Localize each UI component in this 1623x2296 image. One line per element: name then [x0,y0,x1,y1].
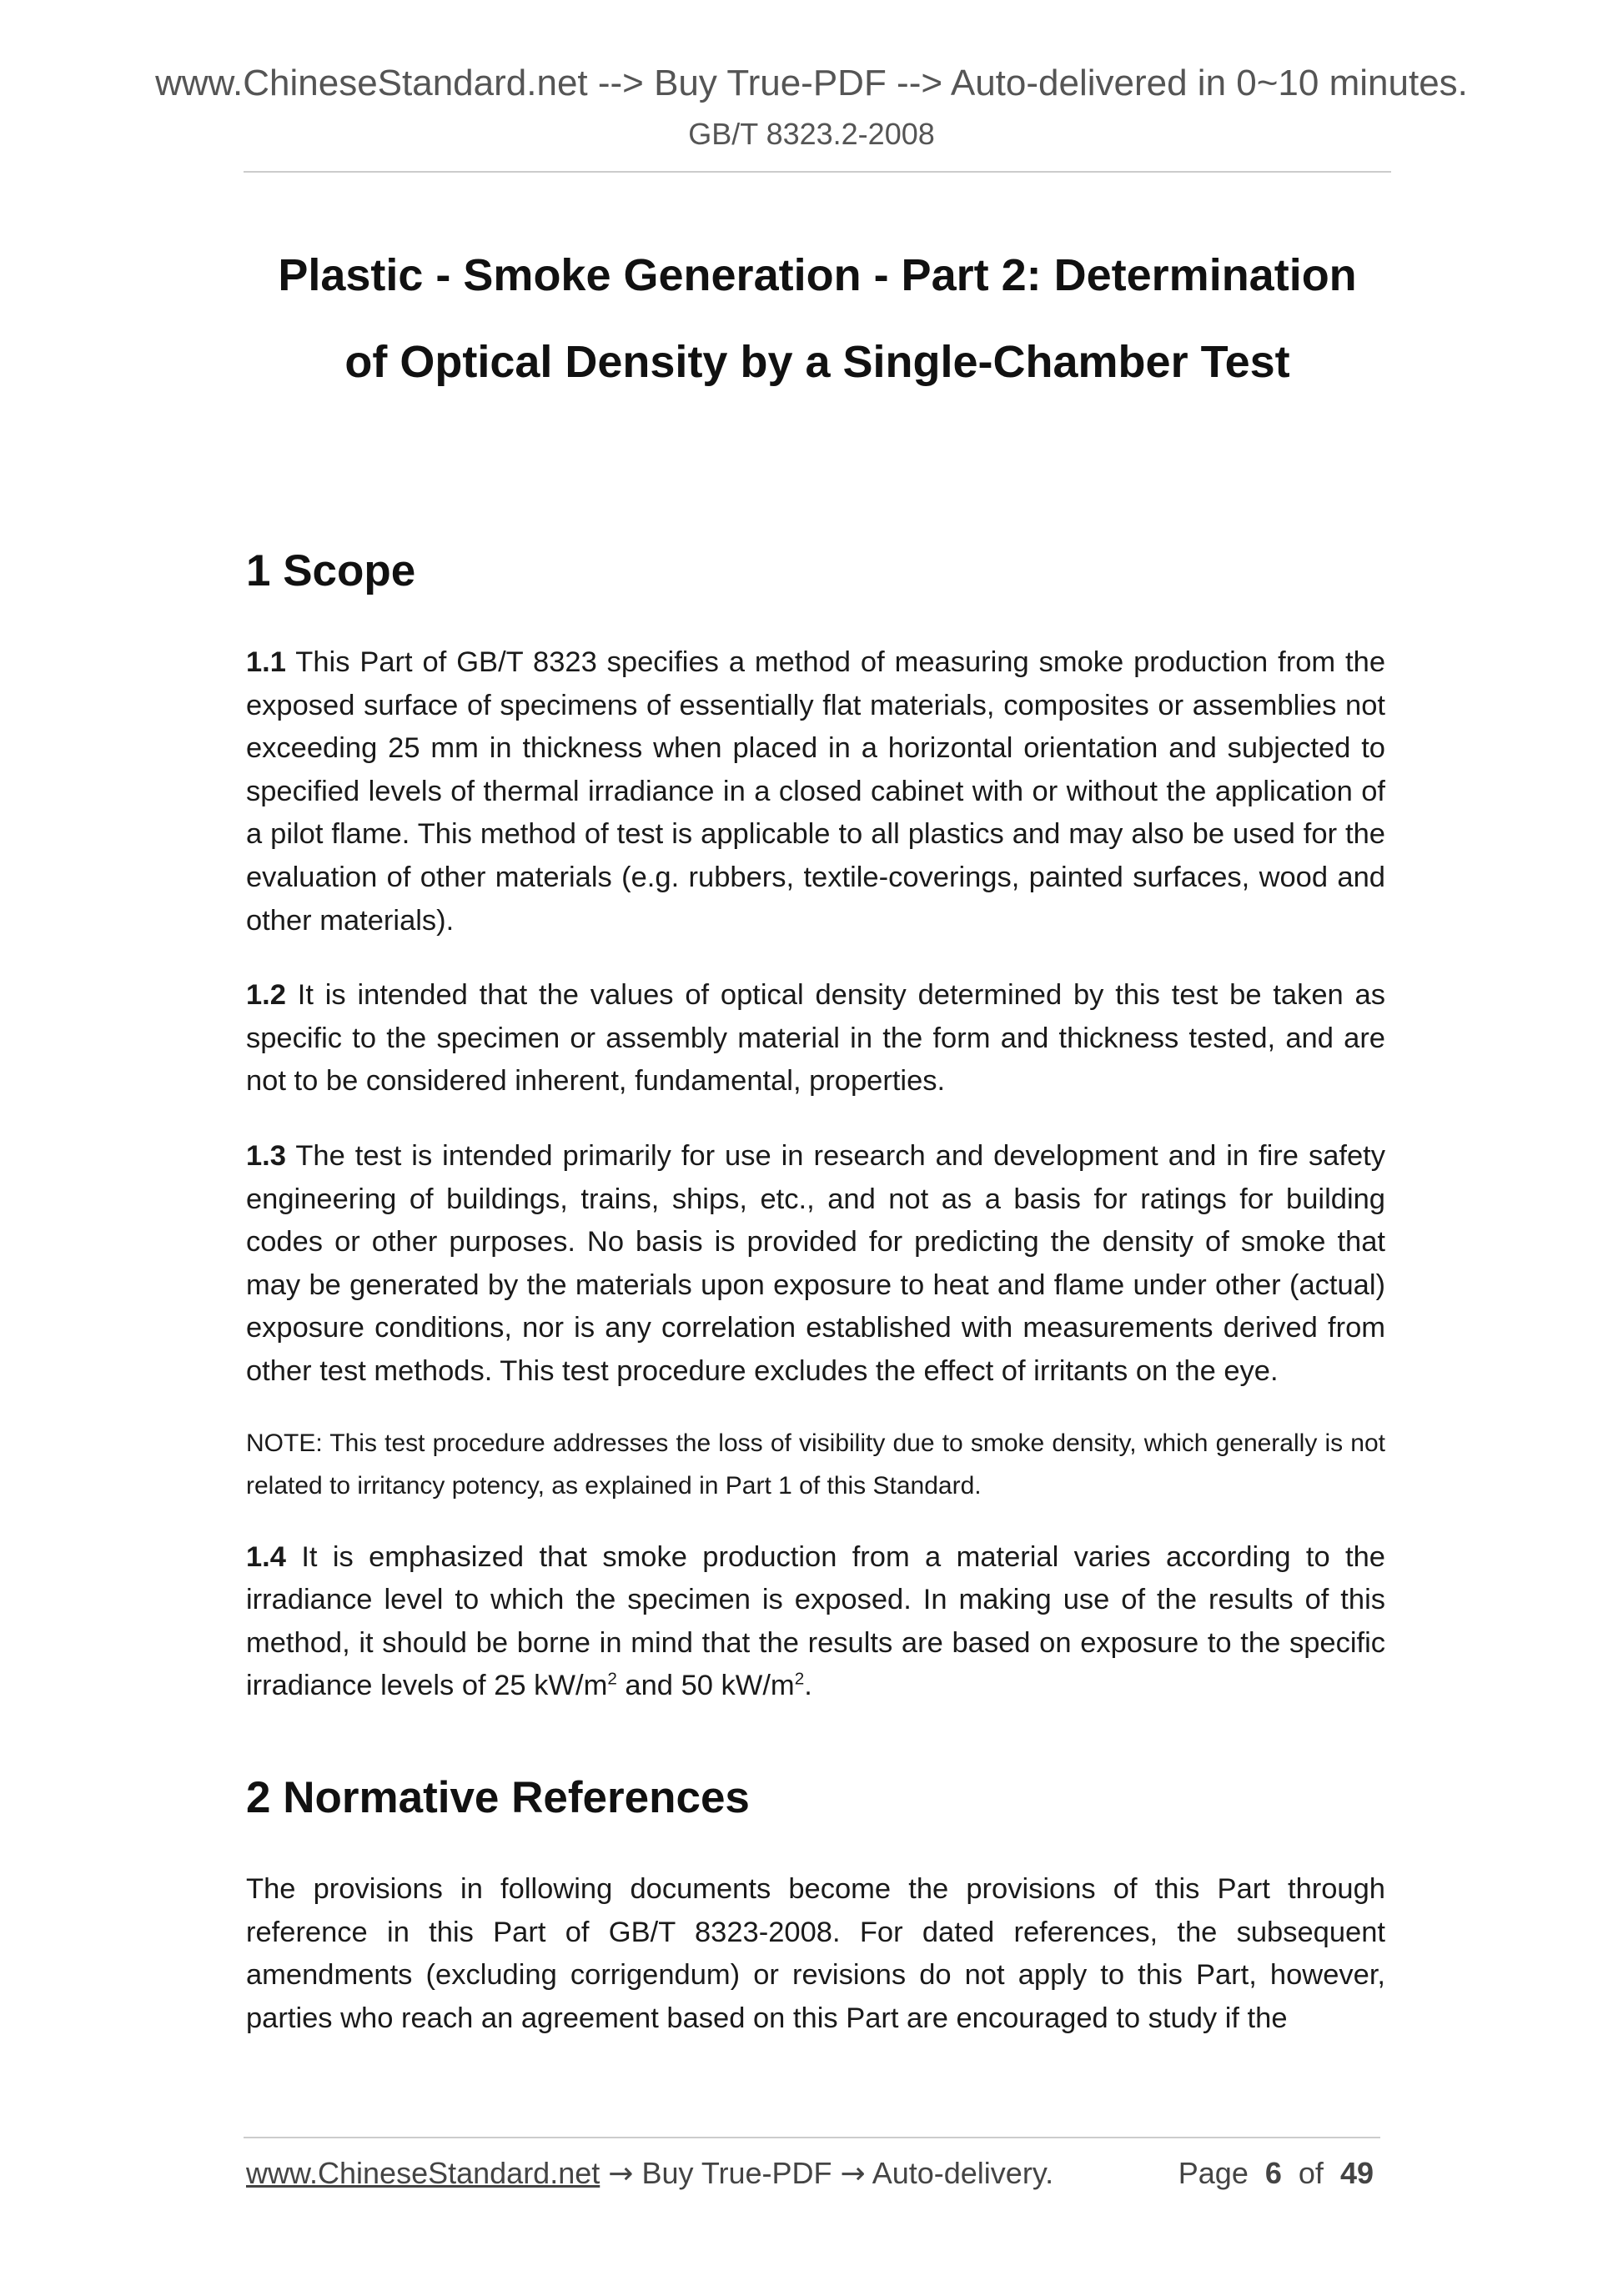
footer-arrow-icon-2: → [840,2157,866,2191]
clause-1-2-number: 1.2 [246,979,286,1012]
current-page-number: 6 [1264,2156,1282,2190]
footer-left [246,2156,1053,2191]
footer-website-link[interactable]: www.ChineseStandard.net [246,2156,600,2190]
normative-references-paragraph: The provisions in following documents become the provisions of this Part through reference in this Part of GB/T 8323-2008. For dated references, the subsequent amendments (excluding corrigendum) or revisions do not apply to this Part, however, parties who reach an agreement based on this Part are encouraged to study if the [246,1873,1385,2034]
header-divider [244,171,1391,173]
clause-1-4-text-b: and 50 kW/m [616,1670,795,1702]
clause-1-4-superscript-b: 2 [794,1669,805,1689]
clause-1-3-text: The test is intended primarily for use in research and development and in fire safety engineering of buildings, trains, ships, etc., and not as a basis for ratings for building codes or other purposes. No basis is provided for predicting the density of smoke that may be generated by the materials upon exposure to heat and flame under other (actual) exposure conditions, nor is any correlation established with measurements derived from other test methods. This test procedure excludes the effect of irritants on the eye. [246,1139,1385,1387]
page-content [246,538,1385,2040]
clause-1-4-text-c: . [804,1670,812,1702]
clause-1-1-number: 1.1 [246,646,286,678]
clause-1-3 [246,1135,1385,1394]
clause-1-3-number: 1.3 [246,1139,286,1172]
document-title [244,232,1391,405]
section-2-heading: 2 Normative References [246,1773,750,1823]
footer-buy-text: Buy True-PDF [641,2156,832,2190]
footer-delivery-text: Auto-delivery. [872,2156,1054,2190]
header-banner: www.ChineseStandard.net --> Buy True-PDF --> Auto-delivered in 0~10 minutes. [155,63,1468,103]
section-1-heading: 1 Scope [246,546,416,595]
title-line-2: of Optical Density by a Single-Chamber Test [344,337,1290,387]
scope-note: NOTE: This test procedure addresses the loss of visibility due to smoke density, which generally is not related to irritancy potency, as explained in Part 1 of this Standard. [246,1429,1385,1500]
clause-1-1-text: This Part of GB/T 8323 specifies a method of measuring smoke production from the exposed surface of specimens of essentially flat materials, composites or assemblies not exceeding 25 mm in thickness when placed in a horizontal orientation and subjected to specified levels of thermal irradiance in a closed cabinet with or without the application of a pilot flame. This method of test is applicable to all plastics and may also be used for the evaluation of other materials (e.g. rubbers, textile-coverings, painted surfaces, wood and other materials). [246,646,1385,937]
of-label: of [1298,2156,1324,2190]
page-footer [246,2156,1380,2198]
standard-code: GB/T 8323.2-2008 [688,117,935,151]
clause-1-4-superscript-a: 2 [607,1669,617,1689]
clause-1-4-number: 1.4 [246,1540,286,1573]
clause-1-4 [246,1536,1385,1708]
footer-arrow-icon-1: → [608,2157,634,2191]
clause-1-2-text: It is intended that the values of optical density determined by this test be taken as specific to the specimen or assembly material in the form and thickness tested, and are not to be considered inherent, fundamental, properties. [246,979,1385,1098]
page-label: Page [1178,2156,1249,2190]
page-indicator [1178,2156,1374,2191]
footer-divider [244,2137,1380,2138]
clause-1-4-text-a: It is emphasized that smoke production from a material varies according to the irradiance level to which the specimen is exposed. In making use of the results of this method, it should be borne in mind that the results are based on exposure to the specific irradiance levels of 25 kW/m [246,1540,1385,1702]
clause-1-2 [246,974,1385,1103]
total-pages-number: 49 [1339,2156,1374,2190]
title-line-1: Plastic - Smoke Generation - Part 2: Determination [278,250,1357,300]
clause-1-1 [246,641,1385,942]
